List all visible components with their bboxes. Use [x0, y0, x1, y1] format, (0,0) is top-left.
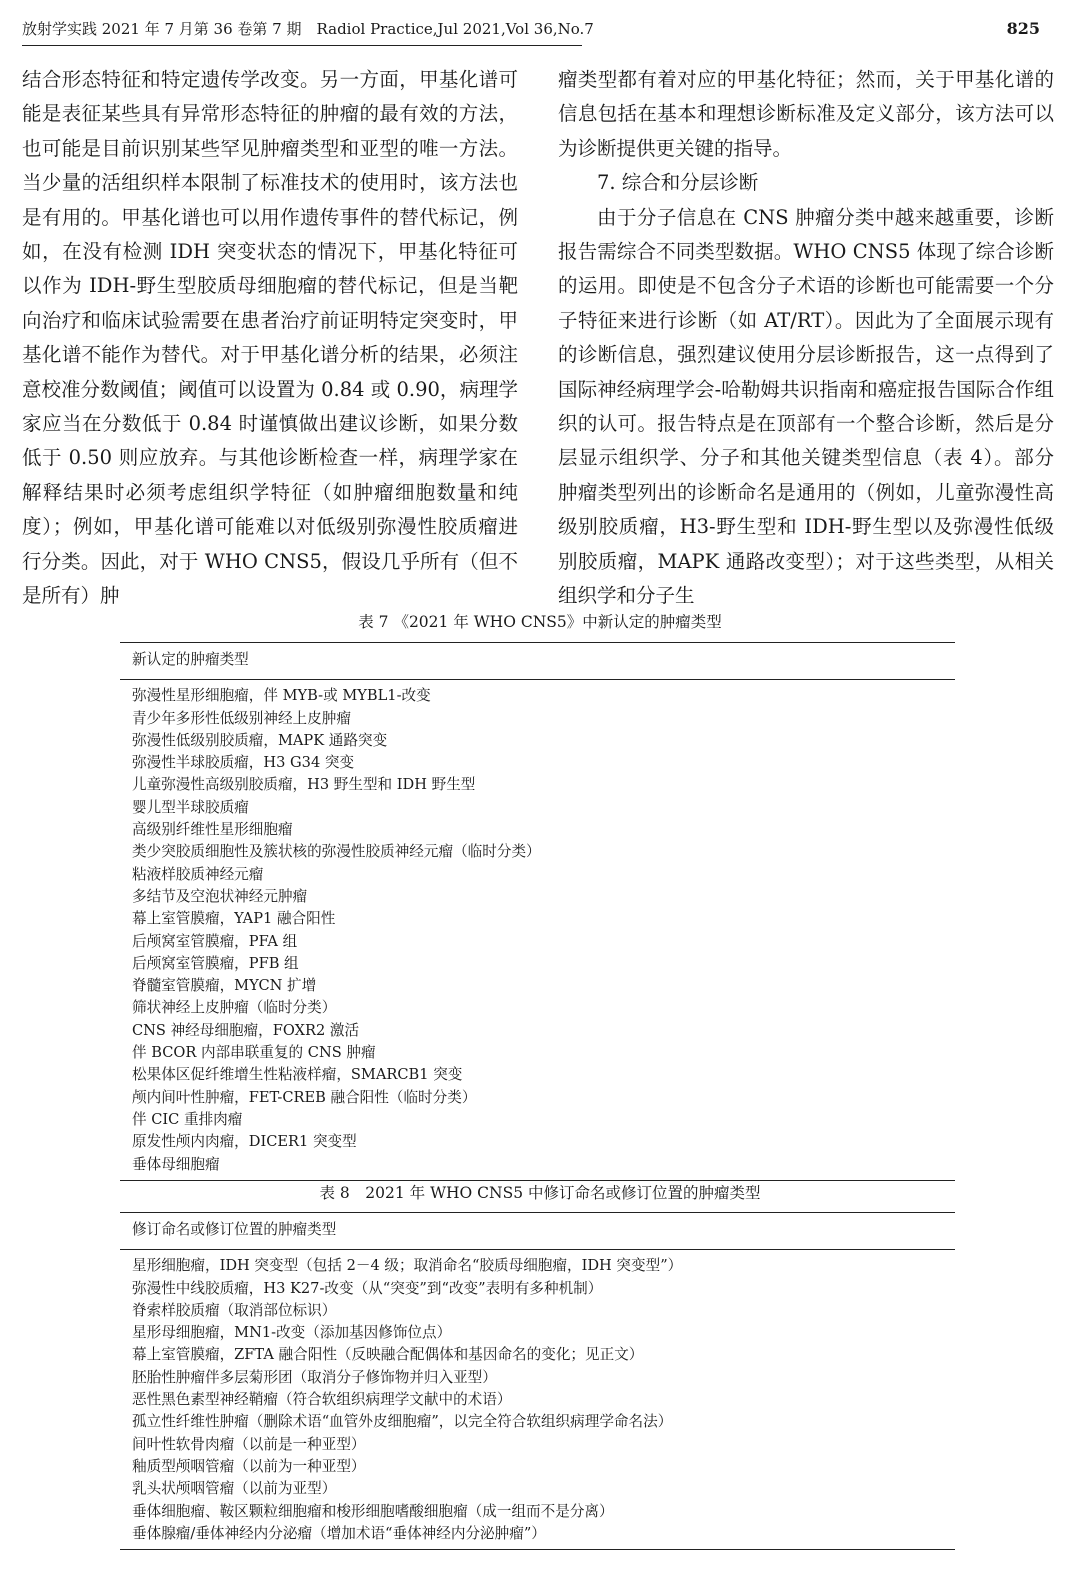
table-row: 多结节及空泡状神经元肿瘤 [132, 887, 308, 905]
table-row: 恶性黑色素型神经鞘瘤（符合软组织病理学文献中的术语） [132, 1391, 512, 1409]
table-row: 脊髓室管膜瘤，MYCN 扩增 [132, 977, 317, 995]
table-row: 伴 BCOR 内部串联重复的 CNS 肿瘤 [132, 1044, 376, 1062]
body-paragraph: 结合形态特征和特定遗传学改变。另一方面，甲基化谱可能是表征某些具有异常形态特征的肿瘤的最有效的方法，也可能是目前识别某些罕见肿瘤类型和亚型的唯一方法。当少量的活组织样本限制了标准技术的使用时，该方法也是有用的。甲基化谱也可以用作遗传事件的替代标记，例如，在没有检测 IDH 突变状态的情况下，甲基化特征可以作为 IDH-野生型胶质母细胞瘤的替代标记，但是当靶向治疗和临床试验需要在患者治疗前证明特定突变时，甲基化谱不能作为替代。对于甲基化谱分析的结果，必须注意校准分数阈值；阈值可以设置为 0.84 或 0.90，病理学家应当在分数低于 0.84 时谨慎做出建议诊断，如果分数低于 0.50 则应放弃。与其他诊断检查一样，病理学家在解释结果时必须考虑组织学特征（如肿瘤细胞数量和纯度）；例如，甲基化谱可能难以对低级别弥漫性胶质瘤进行分类。因此，对于 WHO CNS5，假设几乎所有（但不是所有）肿 [22, 68, 518, 608]
running-header [22, 14, 1040, 44]
header-rule [22, 45, 582, 46]
body-paragraph: 由于分子信息在 CNS 肿瘤分类中越来越重要，诊断报告需综合不同类型数据。WHO CNS5 体现了综合诊断的运用。即使是不包含分子术语的诊断也可能需要一个分子特征来进行诊断（如 AT/RT）。因此为了全面展示现有的诊断信息，强烈建议使用分层诊断报告，这一点得到了国际神经病理学会-哈勒姆共识指南和癌症报告国际合作组织的认可。报告特点是在顶部有一个整合诊断，然后是分层显示组织学、分子和其他关键类型信息（表 4）。部分肿瘤类型列出的诊断命名是通用的（例如，儿童弥漫性高级别胶质瘤，H3-野生型和 IDH-野生型以及弥漫性低级别胶质瘤，MAPK 通路改变型）；对于这些类型，从相关组织学和分子生 [558, 205, 1054, 608]
table-rule [120, 1180, 955, 1181]
table-row: CNS 神经母细胞瘤，FOXR2 激活 [132, 1021, 360, 1039]
table-row: 后颅窝室管膜瘤，PFB 组 [132, 954, 299, 972]
table-row: 弥漫性低级别胶质瘤，MAPK 通路突变 [132, 731, 388, 749]
table-row: 颅内间叶性肿瘤，FET-CREB 融合阳性（临时分类） [132, 1088, 477, 1106]
table7 [120, 642, 955, 1181]
table-row: 伴 CIC 重排肉瘤 [132, 1110, 243, 1128]
table-row: 类少突胶质细胞性及簇状核的弥漫性胶质神经元瘤（临时分类） [132, 843, 541, 861]
table-row: 釉质型颅咽管瘤（以前为一种亚型） [132, 1457, 366, 1475]
table-row: 孤立性纤维性肿瘤（删除术语“血管外皮细胞瘤”，以完全符合软组织病理学命名法） [132, 1413, 673, 1431]
table-row: 儿童弥漫性高级别胶质瘤，H3 野生型和 IDH 野生型 [132, 776, 476, 794]
table-row: 筛状神经上皮肿瘤（临时分类） [132, 999, 337, 1017]
left-column [22, 63, 518, 614]
table-rule [120, 1549, 955, 1550]
table-row: 弥漫性半球胶质瘤，H3 G34 突变 [132, 754, 355, 772]
table-row: 后颅窝室管膜瘤，PFA 组 [132, 932, 298, 950]
table7-caption: 表 7 《2021 年 WHO CNS5》中新认定的肿瘤类型 [358, 613, 722, 631]
right-column [558, 63, 1054, 614]
table-row: 原发性颅内肉瘤，DICER1 突变型 [132, 1133, 357, 1151]
table-header: 新认定的肿瘤类型 [132, 651, 249, 668]
journal-citation: 放射学实践 2021 年 7 月第 36 卷第 7 期 Radiol Practice,Jul 2021,Vol 36,No.7 [22, 20, 594, 38]
table-row: 脊索样胶质瘤（取消部位标识） [132, 1301, 337, 1319]
table-row: 间叶性软骨肉瘤（以前是一种亚型） [132, 1435, 366, 1453]
table-row: 幕上室管膜瘤，YAP1 融合阳性 [132, 910, 336, 928]
page-number: 825 [1006, 19, 1040, 38]
table-body [120, 680, 955, 1180]
table-row: 青少年多形性低级别神经上皮肿瘤 [132, 709, 351, 727]
table-row: 幕上室管膜瘤，ZFTA 融合阳性（反映融合配偶体和基因命名的变化；见正文） [132, 1346, 644, 1364]
table8 [120, 1212, 955, 1550]
table-row: 乳头状颅咽管瘤（以前为亚型） [132, 1480, 337, 1498]
table-row: 星形细胞瘤，IDH 突变型（包括 2－4 级；取消命名“胶质母细胞瘤，IDH 突变型”） [132, 1257, 683, 1275]
table-row: 胚胎性肿瘤伴多层菊形团（取消分子修饰物并归入亚型） [132, 1368, 497, 1386]
table-row: 星形母细胞瘤，MN1-改变（添加基因修饰位点） [132, 1324, 452, 1342]
table-row: 婴儿型半球胶质瘤 [132, 798, 249, 816]
table-row: 弥漫性中线胶质瘤，H3 K27-改变（从“突变”到“改变”表明有多种机制） [132, 1279, 603, 1297]
table-row: 垂体细胞瘤、鞍区颗粒细胞瘤和梭形细胞嗜酸细胞瘤（成一组而不是分离） [132, 1502, 614, 1520]
section-heading: 7. 综合和分层诊断 [597, 171, 759, 195]
table8-caption: 表 8 2021 年 WHO CNS5 中修订命名或修订位置的肿瘤类型 [319, 1184, 761, 1202]
table-row: 高级别纤维性星形细胞瘤 [132, 821, 293, 839]
table-row: 垂体母细胞瘤 [132, 1155, 220, 1173]
table-header: 修订命名或修订位置的肿瘤类型 [132, 1221, 337, 1238]
table-row: 弥漫性星形细胞瘤，伴 MYB-或 MYBL1-改变 [132, 687, 431, 705]
table-row: 垂体腺瘤/垂体神经内分泌瘤（增加术语“垂体神经内分泌肿瘤”） [132, 1524, 546, 1542]
body-paragraph: 瘤类型都有着对应的甲基化特征；然而，关于甲基化谱的信息包括在基本和理想诊断标准及定义部分，该方法可以为诊断提供更关键的指导。 [558, 68, 1054, 160]
table-body [120, 1250, 955, 1549]
table-row: 粘液样胶质神经元瘤 [132, 865, 264, 883]
table-row: 松果体区促纤维增生性粘液样瘤，SMARCB1 突变 [132, 1066, 463, 1084]
